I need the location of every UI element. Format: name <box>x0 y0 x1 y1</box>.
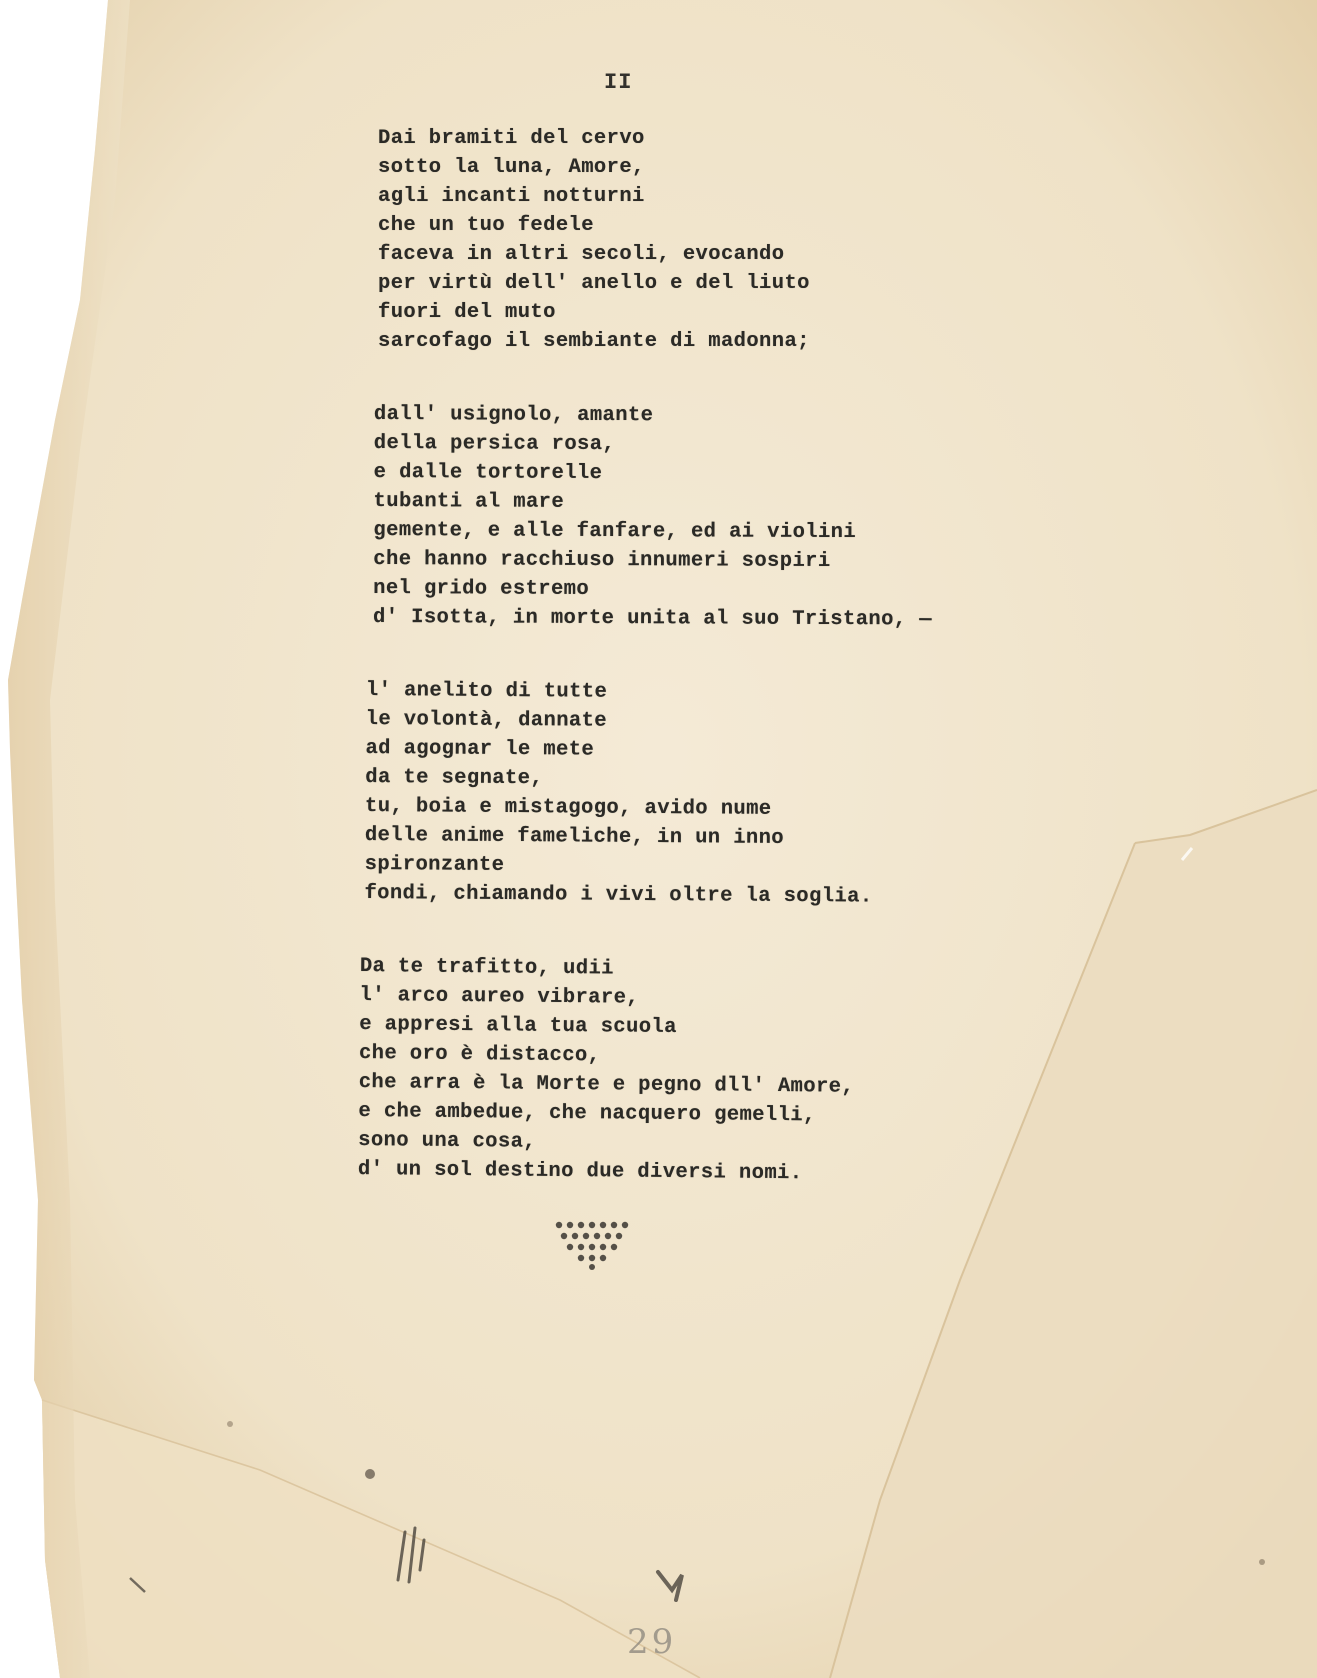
poem-line: che arra è la Morte e pegno dll' Amore, <box>358 1070 855 1099</box>
poem-line: Dai bramiti del cervo <box>378 127 645 150</box>
poem-line: le volontà, dannate <box>365 707 608 733</box>
poem-line: che hanno racchiuso innumeri sospiri <box>373 547 831 573</box>
poem-line: fondi, chiamando i vivi oltre la soglia. <box>364 881 873 909</box>
stanza-2 <box>373 400 933 634</box>
poem-line: che un tuo fedele <box>378 214 594 237</box>
poem-line: spironzante <box>364 852 505 877</box>
poem-line: agli incanti notturni <box>378 185 645 208</box>
poem-line: sarcofago il sembiante di madonna; <box>378 330 810 353</box>
stanza-3 <box>364 676 874 912</box>
poem-line: gemente, e alle fanfare, ed ai violini <box>373 518 857 545</box>
poem-line: dall' usignolo, amante <box>373 402 654 428</box>
poem-line: che oro è distacco, <box>358 1041 601 1068</box>
stanza-1 <box>378 124 810 356</box>
poem-line: sotto la luna, Amore, <box>378 156 645 179</box>
poem-line: per virtù dell' anello e del liuto <box>378 272 810 295</box>
poem-line: tubanti al mare <box>373 489 565 514</box>
poem-line: da te segnate, <box>365 765 544 791</box>
poem-line: d' Isotta, in morte unita al suo Tristano, — <box>373 605 932 632</box>
poem-line: l' arco aureo vibrare, <box>359 983 640 1010</box>
poem-line: d' un sol destino due diversi nomi. <box>357 1157 803 1186</box>
typed-ampersand-ornament-icon <box>553 1219 633 1271</box>
stanza-4 <box>358 952 856 1189</box>
poem-line: e appresi alla tua scuola <box>359 1012 677 1040</box>
poem-line: tu, boia e mistagogo, avido nume <box>365 794 772 821</box>
poem-line: ad agognar le mete <box>365 736 595 762</box>
poem-line: nel grido estremo <box>373 576 590 601</box>
poem-line: e dalle tortorelle <box>373 460 603 485</box>
page-number: II <box>604 70 633 95</box>
poem-line: della persica rosa, <box>373 431 616 457</box>
poem-line: Da te trafitto, udii <box>359 954 615 981</box>
poem-line: e che ambedue, che nacquero gemelli, <box>358 1099 816 1128</box>
poem-line: l' anelito di tutte <box>365 678 608 704</box>
poem-line: delle anime fameliche, in un inno <box>364 823 785 850</box>
poem-line: fuori del muto <box>378 301 556 324</box>
pencil-folio-number: 29 <box>627 1622 677 1662</box>
poem-line: sono una cosa, <box>358 1128 537 1154</box>
poem-line: faceva in altri secoli, evocando <box>378 243 785 266</box>
